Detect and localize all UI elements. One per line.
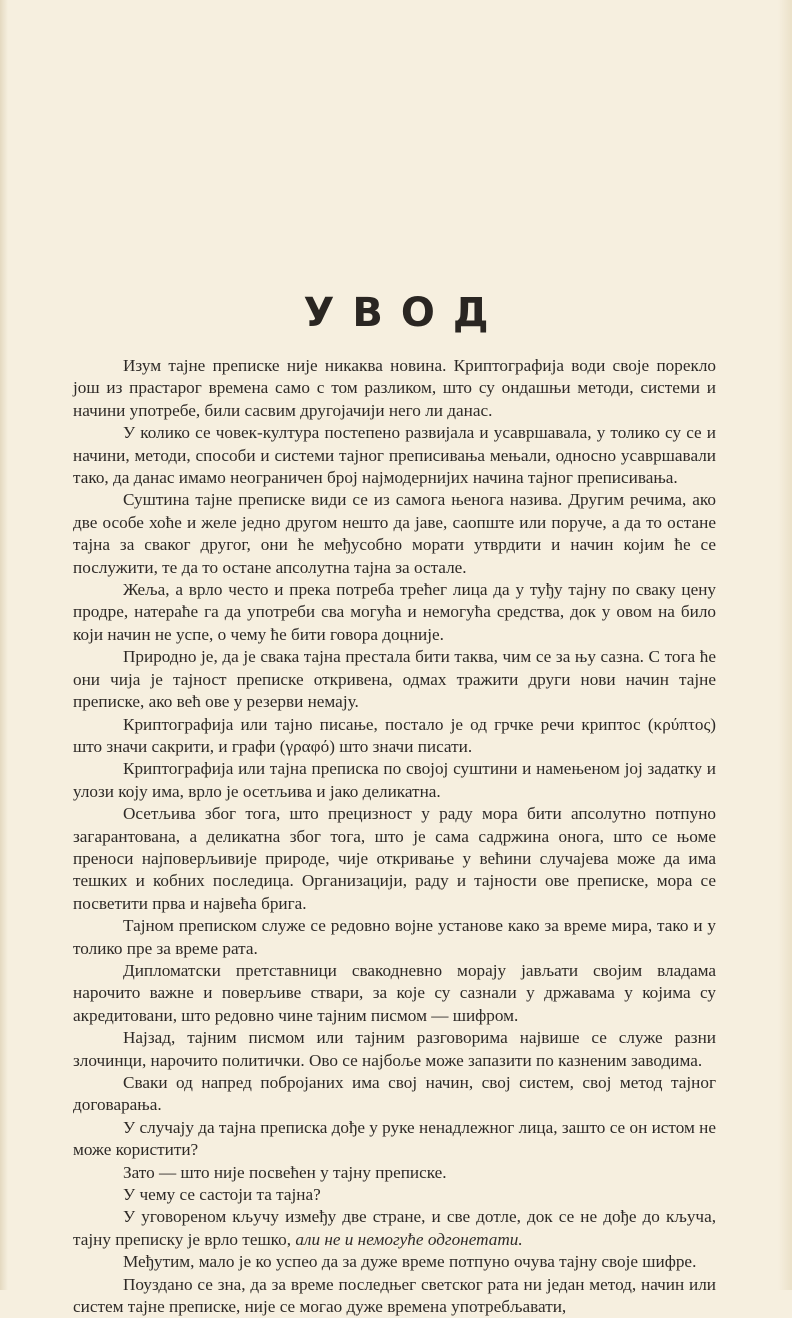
paragraph-9: Тајном преписком служе се редовно војне установе како за време мира, тако и у толико пре за време рата. <box>73 916 716 958</box>
body-text <box>73 355 716 1318</box>
paragraph-13: У случају да тајна преписка дође у руке ненадлежног лица, зашто се он истом не може користити? <box>73 1117 716 1160</box>
paragraph-3: Суштина тајне преписке види се из самога њенога назива. Другим речима, ако две особе хоће и желе једно другом нешто да јаве, саопште или поруче, а да то остане тајна за сваког другог, они ће међусобно морати утврдити и начин којим ће се послужити, те да то остане апсолутна тајна за остале. <box>73 490 716 577</box>
paragraph-17: Међутим, мало је ко успео да за дуже време потпуно очува тајну своје шифре. <box>123 1252 697 1272</box>
page-title: УВОД <box>303 290 507 336</box>
page-edge-shadow <box>0 0 8 1290</box>
paragraph-14: Зато — што није посвећен у тајну преписке. <box>123 1162 447 1182</box>
paragraph-12: Сваки од напред побројаних има свој начин, свој систем, свој метод тајног договарања. <box>73 1073 716 1115</box>
paragraph-16-text: У уговореном кључу између две стране, и све дотле, док се не дође до кључа, тајну преписку је врло тешко, <box>73 1207 716 1249</box>
paragraph-4: Жеља, а врло често и прека потреба трећег лица да у туђу тајну по сваку цену продре, натераће га да употреби сва могућа и немогућа средства, док у овом на било који начин не успе, о чему ће бити говора доцније. <box>73 580 716 644</box>
paragraph-18: Поуздано се зна, да за време последњег светског рата ни један метод, начин или систем тајне преписке, није се могао дуже времена употребљавати, <box>73 1274 716 1317</box>
paragraph-16-italic: али не и немогуће одгонетати. <box>295 1229 523 1249</box>
paragraph-16 <box>73 1206 716 1251</box>
paragraph-6: Криптографија или тајно писање, постало је од грчке речи криптос (κρύπτος) што значи сакрити, и графи (γραφό) што значи писати. <box>73 714 716 756</box>
page-fold-shadow <box>778 0 792 1290</box>
paragraph-10: Дипломатски претставници свакодневно морају јављати својим владама нарочито важне и поверљиве ствари, за које су сазнали у државама у којима су акредитовани, што редовно чине тајним писмом — шифром. <box>73 960 716 1025</box>
paragraph-11: Најзад, тајним писмом или тајним разговорима највише се служе разни злочинци, нарочито политички. Ово се најбоље може запазити по казненим заводима. <box>73 1028 716 1070</box>
paragraph-2: У колико се човек-култура постепено развијала и усавршавала, у толико су се и начини, методи, способи и системи тајног преписивања мењали, односно усавршавали тако, да данас имамо неограничен број најмодернијих начина тајног преписивања. <box>73 423 716 488</box>
paragraph-15: У чему се састоји та тајна? <box>123 1185 321 1205</box>
paragraph-8: Осетљива због тога, што прецизност у раду мора бити апсолутно потпуно загарантована, а деликатна због тога, што је сама садржина онога, што се њоме преноси најповерљивије природе, чије откривање у већини случајева може да има тешких и кобних последица. Организацији, раду и тајности ове преписке, мора се посветити прва и највећа брига. <box>73 804 716 913</box>
paragraph-5: Природно је, да је свака тајна престала бити таква, чим се за њу сазна. С тога ће они чија је тајност преписке откривена, одмах тражити други нови начин тајне преписке, ако већ ове у резерви немају. <box>73 647 716 712</box>
paragraph-1: Изум тајне преписке није никаква новина. Криптографија води своје порекло још из прастарог времена само с том разликом, што су ондашњи методи, системи и начини употребе, били сасвим другојачији него ли данас. <box>73 356 716 420</box>
paragraph-7: Криптографија или тајна преписка по својој суштини и намењеном јој задатку и улози коју има, врло је осетљива и јако деликатна. <box>73 759 716 801</box>
